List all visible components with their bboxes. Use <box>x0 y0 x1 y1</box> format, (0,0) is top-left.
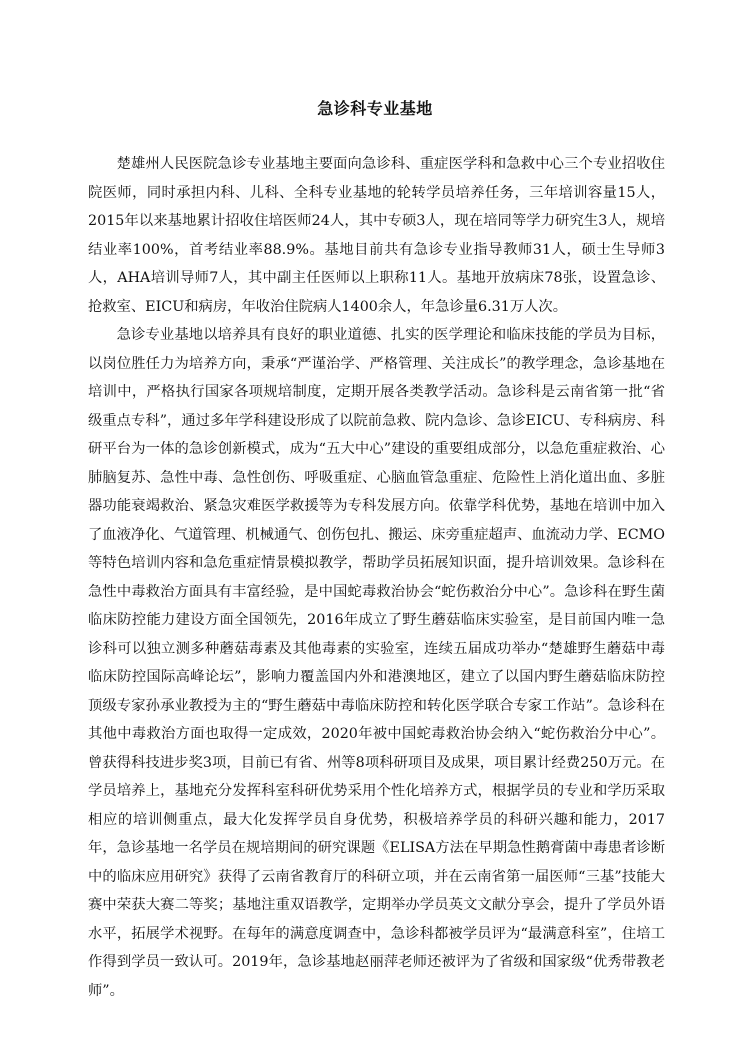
paragraph-training-features: 急诊专业基地以培养具有良好的职业道德、扎实的医学理论和临床技能的学员为目标，以岗位胜任力为培养方向，秉承“严谨治学、严格管理、关注成长”的教学理念，急诊基地在培训中，严格执行国家各项规培制度，定期开展各类教学活动。急诊科是云南省第一批“省级重点专科”，通过多年学科建设形成了以院前急救、院内急诊、急诊EICU、专科病房、科研平台为一体的急诊创新模式，成为“五大中心”建设的重要组成部分，以急危重症救治、心肺脑复苏、急性中毒、急性创伤、呼吸重症、心脑血管急重症、危险性上消化道出血、多脏器功能衰竭救治、紧急灾难医学救援等为专科发展方向。依靠学科优势，基地在培训中加入了血液净化、气道管理、机械通气、创伤包扎、搬运、床旁重症超声、血流动力学、ECMO等特色培训内容和急危重症情景模拟教学，帮助学员拓展知识面，提升培训效果。急诊科在急性中毒救治方面具有丰富经验，是中国蛇毒救治协会“蛇伤救治分中心”。急诊科在野生菌临床防控能力建设方面全国领先，2016年成立了野生蘑菇临床实验室，是目前国内唯一急诊科可以独立测多种蘑菇毒素及其他毒素的实验室，连续五届成功举办“楚雄野生蘑菇中毒临床防控国际高峰论坛”，影响力覆盖国内外和港澳地区，建立了以国内野生蘑菇临床防控顶级专家孙承业教授为主的“野生蘑菇中毒临床防控和转化医学联合专家工作站”。急诊科在其他中毒救治方面也取得一定成效，2020年被中国蛇毒救治协会纳入“蛇伤救治分中心”。曾获得科技进步奖3项，目前已有省、州等8项科研项目及成果，项目累计经费250万元。在学员培养上，基地充分发挥科室科研优势采用个性化培养方式，根据学员的专业和学历采取相应的培训侧重点，最大化发挥学员自身优势，积极培养学员的科研兴趣和能力，2017年，急诊基地一名学员在规培期间的研究课题《ELISA方法在早期急性鹅膏菌中毒患者诊断中的临床应用研究》获得了云南省教育厅的科研立项，并在云南省第一届医师“三基”技能大赛中荣获大赛二等奖；基地注重双语教学，定期举办学员英文文献分享会，提升了学员外语水平，拓展学术视野。在每年的满意度调查中，急诊科都被学员评为“最满意科室”，住培工作得到学员一致认可。2019年，急诊基地赵丽萍老师还被评为了省级和国家级“优秀带教老师”。 <box>88 327 665 999</box>
document-title: 急诊科专业基地 <box>317 99 433 118</box>
paragraph-overview: 楚雄州人民医院急诊专业基地主要面向急诊科、重症医学科和急救中心三个专业招收住院医师，同时承担内科、儿科、全科专业基地的轮转学员培养任务，三年培训容量15人，2015年以来基地累计招收住培医师24人，其中专硕3人，现在培同等学力研究生3人，规培结业率100%，首考结业率88.9%。基地目前共有急诊专业指导教师31人，硕士生导师3人，AHA培训导师7人，其中副主任医师以上职称11人。基地开放病床78张，设置急诊、抢救室、EICU和病房，年收治住院病人1400余人，年急诊量6.31万人次。 <box>88 156 665 315</box>
document-body <box>88 150 665 1005</box>
